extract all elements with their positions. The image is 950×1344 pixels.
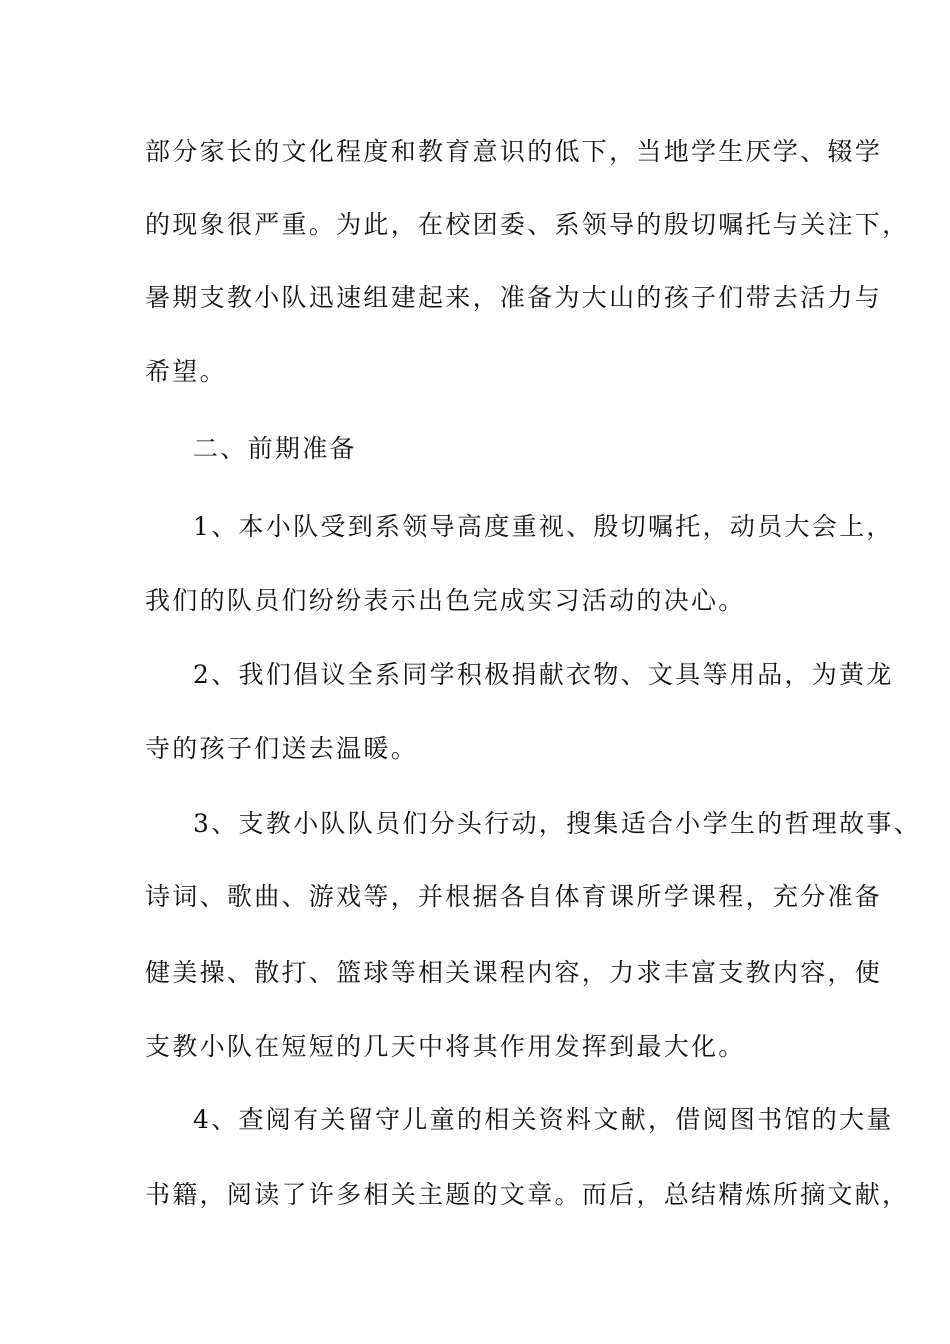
body-text-line: 书籍，阅读了许多相关主题的文章。而后，总结精炼所摘文献， [145, 1180, 910, 1209]
body-text-line: 我们的队员们纷纷表示出色完成实习活动的决心。 [145, 586, 746, 615]
body-text-line: 寺的孩子们送去温暖。 [145, 734, 419, 763]
body-text-line: 3、支教小队队员们分头行动，搜集适合小学生的哲理故事、 [193, 809, 922, 838]
body-text-line: 部分家长的文化程度和教育意识的低下，当地学生厌学、辍学 [145, 137, 883, 166]
body-text-line: 1、本小队受到系领导高度重视、殷切嘱托，动员大会上， [193, 512, 894, 541]
body-text-line: 诗词、歌曲、游戏等，并根据各自体育课所学课程，充分准备 [145, 882, 883, 911]
body-text-line: 4、查阅有关留守儿童的相关资料文献，借阅图书馆的大量 [193, 1105, 894, 1134]
body-text-line: 希望。 [145, 357, 227, 386]
body-text-line: 健美操、散打、篮球等相关课程内容，力求丰富支教内容，使 [145, 958, 883, 987]
body-text-line: 2、我们倡议全系同学积极捐献衣物、文具等用品，为黄龙 [193, 660, 894, 689]
body-text-line: 暑期支教小队迅速组建起来，准备为大山的孩子们带去活力与 [145, 283, 883, 312]
body-text-line: 支教小队在短短的几天中将其作用发挥到最大化。 [145, 1032, 746, 1061]
body-text-line: 的现象很严重。为此，在校团委、系领导的殷切嘱托与关注下， [145, 210, 910, 239]
section-heading: 二、前期准备 [193, 434, 357, 463]
